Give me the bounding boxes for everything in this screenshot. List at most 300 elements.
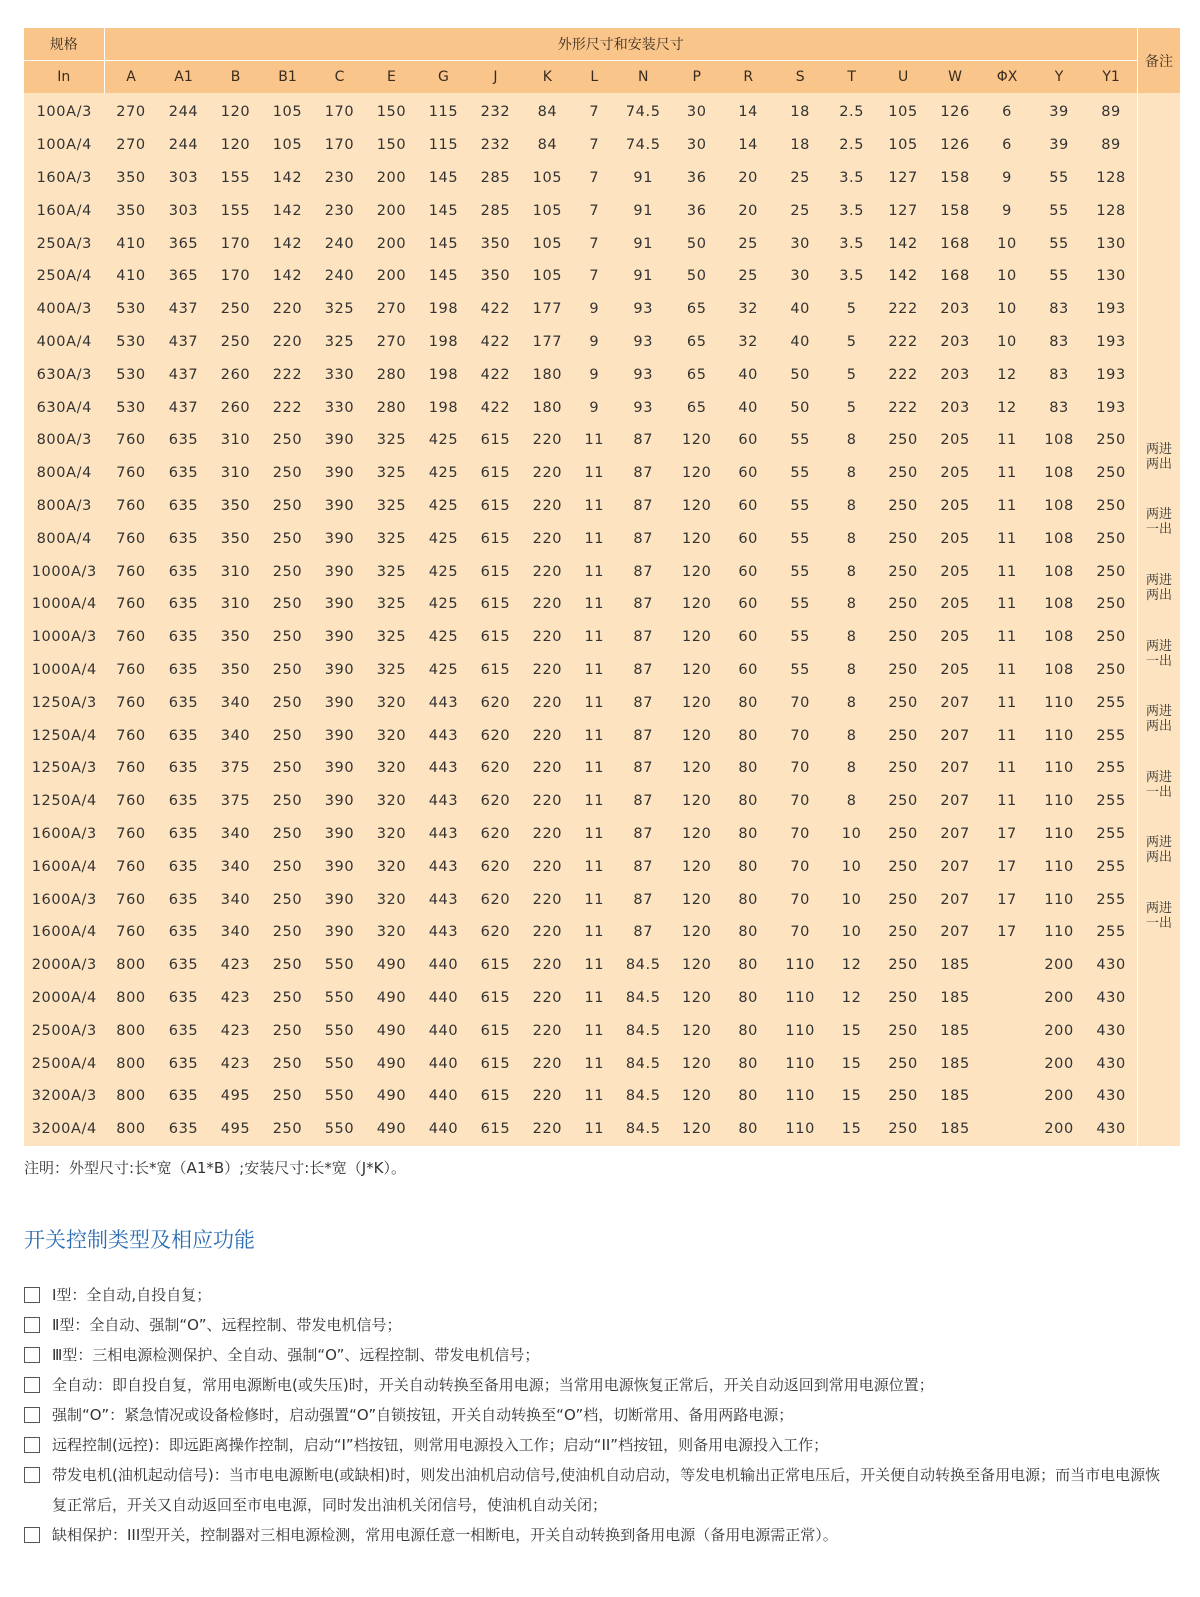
dim-cell: 550 bbox=[313, 1014, 365, 1047]
dim-cell: 110 bbox=[1033, 850, 1085, 883]
dim-cell: 80 bbox=[722, 752, 774, 785]
dim-cell: 30 bbox=[671, 93, 722, 129]
column-header: L bbox=[573, 60, 615, 93]
dim-cell: 8 bbox=[826, 719, 877, 752]
dim-cell: 91 bbox=[615, 260, 671, 293]
dim-cell: 200 bbox=[365, 194, 417, 227]
dim-cell: 10 bbox=[826, 883, 877, 916]
dim-cell: 15 bbox=[826, 1047, 877, 1080]
dim-cell: 200 bbox=[365, 162, 417, 195]
dim-cell: 255 bbox=[1085, 883, 1137, 916]
dim-cell: 193 bbox=[1085, 326, 1137, 359]
dim-cell: 205 bbox=[929, 621, 981, 654]
dim-cell: 250 bbox=[1085, 490, 1137, 523]
dim-cell: 158 bbox=[929, 194, 981, 227]
dim-cell: 615 bbox=[469, 490, 521, 523]
dim-cell: 260 bbox=[210, 358, 262, 391]
dim-cell: 220 bbox=[261, 293, 313, 326]
dim-cell: 310 bbox=[210, 457, 262, 490]
dim-cell: 12 bbox=[826, 949, 877, 982]
table-row bbox=[24, 358, 1180, 391]
dim-cell: 800 bbox=[105, 982, 158, 1015]
table-row bbox=[24, 260, 1180, 293]
dim-cell: 635 bbox=[158, 686, 210, 719]
dim-cell: 205 bbox=[929, 424, 981, 457]
function-text: Ⅲ型：三相电源检测保护、全自动、强制“O”、远程控制、带发电机信号； bbox=[52, 1346, 540, 1364]
dim-cell: 80 bbox=[722, 785, 774, 818]
dim-cell: 490 bbox=[365, 1080, 417, 1113]
dim-cell: 155 bbox=[210, 194, 262, 227]
dim-cell: 25 bbox=[774, 162, 826, 195]
dim-cell: 65 bbox=[671, 391, 722, 424]
dim-cell: 70 bbox=[774, 818, 826, 851]
dim-cell: 40 bbox=[774, 293, 826, 326]
dim-cell: 108 bbox=[1033, 555, 1085, 588]
dim-cell: 65 bbox=[671, 326, 722, 359]
dim-cell: 108 bbox=[1033, 522, 1085, 555]
dim-cell: 220 bbox=[521, 883, 573, 916]
dim-cell: 200 bbox=[1033, 1113, 1085, 1146]
function-text: Ⅱ型：全自动、强制“O”、远程控制、带发电机信号； bbox=[52, 1316, 402, 1334]
dim-cell: 8 bbox=[826, 555, 877, 588]
dim-cell: 390 bbox=[313, 850, 365, 883]
dim-cell: 8 bbox=[826, 785, 877, 818]
dim-cell: 11 bbox=[981, 457, 1033, 490]
dim-cell: 55 bbox=[774, 522, 826, 555]
spec-cell: 1250A/3 bbox=[24, 686, 105, 719]
checkbox-square-icon bbox=[24, 1377, 40, 1393]
dim-cell: 390 bbox=[313, 588, 365, 621]
dim-cell: 220 bbox=[261, 326, 313, 359]
dim-cell: 250 bbox=[261, 555, 313, 588]
dim-cell: 145 bbox=[417, 260, 469, 293]
remark-text: 两进两出 bbox=[1146, 835, 1173, 866]
dim-cell: 222 bbox=[261, 391, 313, 424]
dim-cell: 365 bbox=[158, 227, 210, 260]
dim-cell: 250 bbox=[261, 949, 313, 982]
dim-cell: 250 bbox=[261, 1080, 313, 1113]
dim-cell: 17 bbox=[981, 916, 1033, 949]
dim-cell: 530 bbox=[105, 326, 158, 359]
dim-cell: 91 bbox=[615, 162, 671, 195]
dim-cell: 615 bbox=[469, 1113, 521, 1146]
remark-cell bbox=[1137, 129, 1180, 162]
dim-cell: 120 bbox=[671, 785, 722, 818]
dim-cell: 83 bbox=[1033, 358, 1085, 391]
dim-cell: 443 bbox=[417, 850, 469, 883]
dim-cell: 6 bbox=[981, 93, 1033, 129]
dim-cell: 8 bbox=[826, 522, 877, 555]
function-item bbox=[24, 1280, 1164, 1310]
dim-cell: 635 bbox=[158, 490, 210, 523]
dim-cell: 168 bbox=[929, 227, 981, 260]
dim-cell: 40 bbox=[722, 358, 774, 391]
function-text: 全自动：即自投自复，常用电源断电(或失压)时，开关自动转换至备用电源；当常用电源恢复正常后，开关自动返回到常用电源位置； bbox=[52, 1376, 934, 1394]
dim-cell: 120 bbox=[671, 850, 722, 883]
dim-cell: 93 bbox=[615, 358, 671, 391]
dim-cell: 7 bbox=[573, 93, 615, 129]
dim-cell: 250 bbox=[261, 850, 313, 883]
dim-cell: 142 bbox=[877, 227, 929, 260]
dim-cell: 83 bbox=[1033, 391, 1085, 424]
dim-cell: 422 bbox=[469, 326, 521, 359]
dim-cell: 11 bbox=[573, 424, 615, 457]
dim-cell: 325 bbox=[365, 654, 417, 687]
spec-cell: 1250A/4 bbox=[24, 785, 105, 818]
dim-cell: 250 bbox=[877, 1047, 929, 1080]
dim-cell: 110 bbox=[1033, 785, 1085, 818]
dim-cell: 120 bbox=[671, 1113, 722, 1146]
dim-cell: 20 bbox=[722, 194, 774, 227]
column-header: B1 bbox=[261, 60, 313, 93]
dim-cell bbox=[981, 1080, 1033, 1113]
table-row bbox=[24, 1014, 1180, 1047]
remark-cell bbox=[1137, 490, 1180, 556]
function-text: 远程控制(远控)：即远距离操作控制，启动“I”档按钮，则常用电源投入工作；启动“II”档按钮，则备用电源投入工作； bbox=[52, 1436, 829, 1454]
spec-cell: 400A/3 bbox=[24, 293, 105, 326]
dim-cell: 250 bbox=[261, 752, 313, 785]
remark-cell bbox=[1137, 260, 1180, 293]
dim-cell: 207 bbox=[929, 752, 981, 785]
dim-cell: 250 bbox=[877, 1014, 929, 1047]
dim-cell: 80 bbox=[722, 1047, 774, 1080]
remark-cell bbox=[1137, 227, 1180, 260]
dim-cell: 615 bbox=[469, 621, 521, 654]
column-header: A bbox=[105, 60, 158, 93]
dim-cell: 142 bbox=[261, 227, 313, 260]
dim-cell: 60 bbox=[722, 457, 774, 490]
dim-cell: 232 bbox=[469, 129, 521, 162]
dim-cell: 250 bbox=[261, 490, 313, 523]
spec-cell: 1000A/3 bbox=[24, 621, 105, 654]
dim-cell: 620 bbox=[469, 883, 521, 916]
dim-cell: 250 bbox=[877, 686, 929, 719]
table-row bbox=[24, 818, 1180, 851]
dim-cell: 203 bbox=[929, 326, 981, 359]
dim-cell: 74.5 bbox=[615, 93, 671, 129]
dim-cell: 635 bbox=[158, 850, 210, 883]
dim-cell: 12 bbox=[826, 982, 877, 1015]
table-row bbox=[24, 1080, 1180, 1113]
dim-cell: 70 bbox=[774, 916, 826, 949]
dim-cell: 84 bbox=[521, 129, 573, 162]
dim-cell: 220 bbox=[521, 522, 573, 555]
dim-cell: 39 bbox=[1033, 129, 1085, 162]
checkbox-square-icon bbox=[24, 1467, 40, 1483]
dim-cell: 120 bbox=[671, 818, 722, 851]
dim-cell: 423 bbox=[210, 949, 262, 982]
remark-cell bbox=[1137, 194, 1180, 227]
remark-cell bbox=[1137, 1113, 1180, 1146]
dim-cell: 55 bbox=[1033, 194, 1085, 227]
dim-cell: 325 bbox=[365, 555, 417, 588]
dim-cell: 87 bbox=[615, 785, 671, 818]
dim-cell: 110 bbox=[774, 1047, 826, 1080]
dim-cell: 635 bbox=[158, 424, 210, 457]
function-text: 缺相保护：III型开关，控制器对三相电源检测，常用电源任意一相断电，开关自动转换到备用电源（备用电源需正常）。 bbox=[52, 1526, 838, 1544]
column-header: C bbox=[313, 60, 365, 93]
spec-cell: 1000A/4 bbox=[24, 588, 105, 621]
dim-cell: 91 bbox=[615, 227, 671, 260]
dim-cell bbox=[981, 982, 1033, 1015]
dim-cell: 200 bbox=[1033, 1080, 1085, 1113]
dim-cell: 17 bbox=[981, 818, 1033, 851]
dim-cell: 80 bbox=[722, 1080, 774, 1113]
dim-cell: 550 bbox=[313, 1080, 365, 1113]
dim-cell: 325 bbox=[365, 457, 417, 490]
dim-cell: 423 bbox=[210, 982, 262, 1015]
dim-cell: 410 bbox=[105, 260, 158, 293]
dim-cell: 250 bbox=[877, 1080, 929, 1113]
dim-cell: 11 bbox=[573, 1113, 615, 1146]
dim-cell: 91 bbox=[615, 194, 671, 227]
dim-cell: 220 bbox=[521, 818, 573, 851]
dim-cell: 550 bbox=[313, 982, 365, 1015]
dim-cell: 10 bbox=[981, 260, 1033, 293]
dim-cell: 185 bbox=[929, 949, 981, 982]
dim-cell: 350 bbox=[210, 654, 262, 687]
table-row bbox=[24, 93, 1180, 129]
dim-cell: 40 bbox=[774, 326, 826, 359]
dim-cell: 250 bbox=[1085, 522, 1137, 555]
table-row bbox=[24, 916, 1180, 949]
dim-cell: 232 bbox=[469, 93, 521, 129]
dim-cell: 443 bbox=[417, 883, 469, 916]
dim-cell bbox=[981, 1113, 1033, 1146]
remark-cell bbox=[1137, 424, 1180, 490]
table-row bbox=[24, 1113, 1180, 1146]
dim-cell: 50 bbox=[671, 227, 722, 260]
spec-cell: 3200A/3 bbox=[24, 1080, 105, 1113]
spec-cell: 2500A/4 bbox=[24, 1047, 105, 1080]
dim-cell: 203 bbox=[929, 391, 981, 424]
function-item bbox=[24, 1520, 1164, 1550]
dim-cell: 340 bbox=[210, 818, 262, 851]
dim-cell: 390 bbox=[313, 457, 365, 490]
dim-cell: 18 bbox=[774, 129, 826, 162]
dim-cell: 120 bbox=[671, 1080, 722, 1113]
dim-cell: 760 bbox=[105, 588, 158, 621]
dim-cell: 340 bbox=[210, 686, 262, 719]
dim-cell: 30 bbox=[774, 260, 826, 293]
dim-cell: 11 bbox=[981, 424, 1033, 457]
remark-header: 备注 bbox=[1137, 28, 1180, 93]
dim-cell: 350 bbox=[210, 621, 262, 654]
dim-cell: 3.5 bbox=[826, 260, 877, 293]
dim-cell: 430 bbox=[1085, 1047, 1137, 1080]
dim-cell: 87 bbox=[615, 883, 671, 916]
spec-cell: 1600A/4 bbox=[24, 850, 105, 883]
dim-cell: 250 bbox=[877, 818, 929, 851]
dim-cell: 635 bbox=[158, 818, 210, 851]
dim-cell: 70 bbox=[774, 752, 826, 785]
dim-cell: 55 bbox=[774, 654, 826, 687]
dims-group-header: 外形尺寸和安装尺寸 bbox=[105, 28, 1138, 60]
dim-cell: 7 bbox=[573, 260, 615, 293]
dim-cell: 10 bbox=[981, 227, 1033, 260]
dim-cell: 25 bbox=[774, 194, 826, 227]
dim-cell: 422 bbox=[469, 391, 521, 424]
dim-cell: 443 bbox=[417, 818, 469, 851]
dim-cell: 93 bbox=[615, 326, 671, 359]
dim-cell: 390 bbox=[313, 555, 365, 588]
dim-cell: 30 bbox=[671, 129, 722, 162]
dim-cell: 142 bbox=[261, 260, 313, 293]
dim-cell: 60 bbox=[722, 522, 774, 555]
dim-cell: 6 bbox=[981, 129, 1033, 162]
dim-cell: 70 bbox=[774, 785, 826, 818]
dim-cell: 198 bbox=[417, 358, 469, 391]
remark-text: 两进一出 bbox=[1146, 769, 1173, 800]
dim-cell: 120 bbox=[671, 490, 722, 523]
spec-cell: 1000A/3 bbox=[24, 555, 105, 588]
dim-cell: 89 bbox=[1085, 93, 1137, 129]
dim-cell: 390 bbox=[313, 719, 365, 752]
table-row bbox=[24, 490, 1180, 523]
dim-cell: 325 bbox=[365, 522, 417, 555]
dim-cell: 250 bbox=[1085, 555, 1137, 588]
dim-cell: 440 bbox=[417, 1047, 469, 1080]
dim-cell: 108 bbox=[1033, 588, 1085, 621]
dim-cell: 635 bbox=[158, 621, 210, 654]
dim-cell: 350 bbox=[105, 162, 158, 195]
dim-cell: 130 bbox=[1085, 227, 1137, 260]
dim-cell: 93 bbox=[615, 293, 671, 326]
dim-cell: 127 bbox=[877, 162, 929, 195]
column-header: B bbox=[210, 60, 262, 93]
remark-cell bbox=[1137, 949, 1180, 982]
dim-cell: 320 bbox=[365, 752, 417, 785]
dim-cell: 11 bbox=[573, 982, 615, 1015]
dim-cell: 105 bbox=[877, 129, 929, 162]
dim-cell: 303 bbox=[158, 194, 210, 227]
dim-cell: 220 bbox=[521, 1047, 573, 1080]
dim-cell: 128 bbox=[1085, 162, 1137, 195]
dim-cell: 108 bbox=[1033, 424, 1085, 457]
dim-cell: 11 bbox=[573, 654, 615, 687]
dim-cell: 168 bbox=[929, 260, 981, 293]
dim-cell: 270 bbox=[365, 326, 417, 359]
dim-cell: 320 bbox=[365, 883, 417, 916]
dim-cell: 32 bbox=[722, 293, 774, 326]
dim-cell: 110 bbox=[774, 1014, 826, 1047]
dim-cell: 340 bbox=[210, 916, 262, 949]
dim-cell: 230 bbox=[313, 194, 365, 227]
dim-cell: 615 bbox=[469, 1080, 521, 1113]
dim-cell bbox=[981, 949, 1033, 982]
dim-cell: 260 bbox=[210, 391, 262, 424]
dim-cell: 14 bbox=[722, 93, 774, 129]
dim-cell: 87 bbox=[615, 686, 671, 719]
dim-cell: 220 bbox=[521, 424, 573, 457]
dim-cell: 110 bbox=[774, 1113, 826, 1146]
dim-cell: 87 bbox=[615, 654, 671, 687]
dim-cell: 495 bbox=[210, 1113, 262, 1146]
checkbox-square-icon bbox=[24, 1527, 40, 1543]
dim-cell: 40 bbox=[722, 391, 774, 424]
dim-cell: 7 bbox=[573, 129, 615, 162]
dim-cell: 120 bbox=[210, 129, 262, 162]
dim-cell: 60 bbox=[722, 490, 774, 523]
dim-cell: 11 bbox=[573, 1047, 615, 1080]
table-row bbox=[24, 194, 1180, 227]
dim-cell: 55 bbox=[1033, 227, 1085, 260]
dim-cell: 220 bbox=[521, 719, 573, 752]
dim-cell: 285 bbox=[469, 162, 521, 195]
dim-cell: 8 bbox=[826, 654, 877, 687]
dim-cell: 250 bbox=[877, 752, 929, 785]
dim-cell: 32 bbox=[722, 326, 774, 359]
dim-cell: 280 bbox=[365, 391, 417, 424]
dim-cell: 65 bbox=[671, 358, 722, 391]
table-row bbox=[24, 785, 1180, 818]
dim-cell: 635 bbox=[158, 1014, 210, 1047]
checkbox-square-icon bbox=[24, 1317, 40, 1333]
dim-cell: 83 bbox=[1033, 293, 1085, 326]
dim-cell: 303 bbox=[158, 162, 210, 195]
dim-cell: 87 bbox=[615, 457, 671, 490]
remark-cell bbox=[1137, 358, 1180, 391]
dim-cell: 170 bbox=[210, 260, 262, 293]
dim-cell: 126 bbox=[929, 129, 981, 162]
dim-cell: 250 bbox=[261, 916, 313, 949]
dim-cell: 36 bbox=[671, 194, 722, 227]
dim-cell: 620 bbox=[469, 752, 521, 785]
dim-cell: 80 bbox=[722, 1113, 774, 1146]
dim-cell: 55 bbox=[774, 588, 826, 621]
dim-cell: 55 bbox=[1033, 162, 1085, 195]
dim-cell: 255 bbox=[1085, 686, 1137, 719]
dim-cell: 390 bbox=[313, 752, 365, 785]
dim-cell: 120 bbox=[671, 949, 722, 982]
dim-cell: 250 bbox=[877, 719, 929, 752]
remark-cell bbox=[1137, 883, 1180, 949]
dim-cell: 250 bbox=[261, 457, 313, 490]
dim-cell: 443 bbox=[417, 752, 469, 785]
table-row bbox=[24, 621, 1180, 654]
remark-cell bbox=[1137, 162, 1180, 195]
column-header: Y1 bbox=[1085, 60, 1137, 93]
remark-text: 两进两出 bbox=[1146, 572, 1173, 603]
column-header: K bbox=[521, 60, 573, 93]
dim-cell: 10 bbox=[826, 818, 877, 851]
dim-cell: 207 bbox=[929, 686, 981, 719]
dim-cell: 185 bbox=[929, 1113, 981, 1146]
dim-cell: 20 bbox=[722, 162, 774, 195]
dim-cell: 220 bbox=[521, 916, 573, 949]
dim-cell: 8 bbox=[826, 490, 877, 523]
dim-cell: 80 bbox=[722, 1014, 774, 1047]
dim-cell: 244 bbox=[158, 93, 210, 129]
dim-cell: 635 bbox=[158, 949, 210, 982]
dim-cell: 635 bbox=[158, 457, 210, 490]
function-item bbox=[24, 1430, 1164, 1460]
dim-cell: 15 bbox=[826, 1014, 877, 1047]
dim-cell: 198 bbox=[417, 391, 469, 424]
dim-cell: 250 bbox=[261, 982, 313, 1015]
dim-cell: 220 bbox=[521, 982, 573, 1015]
dim-cell: 110 bbox=[1033, 916, 1085, 949]
dim-cell: 87 bbox=[615, 818, 671, 851]
dim-cell: 203 bbox=[929, 293, 981, 326]
dim-cell: 11 bbox=[981, 686, 1033, 719]
dim-cell: 11 bbox=[573, 883, 615, 916]
dim-cell: 250 bbox=[877, 949, 929, 982]
dim-cell: 437 bbox=[158, 326, 210, 359]
dim-cell: 12 bbox=[981, 358, 1033, 391]
dim-cell: 205 bbox=[929, 654, 981, 687]
dim-cell: 128 bbox=[1085, 194, 1137, 227]
